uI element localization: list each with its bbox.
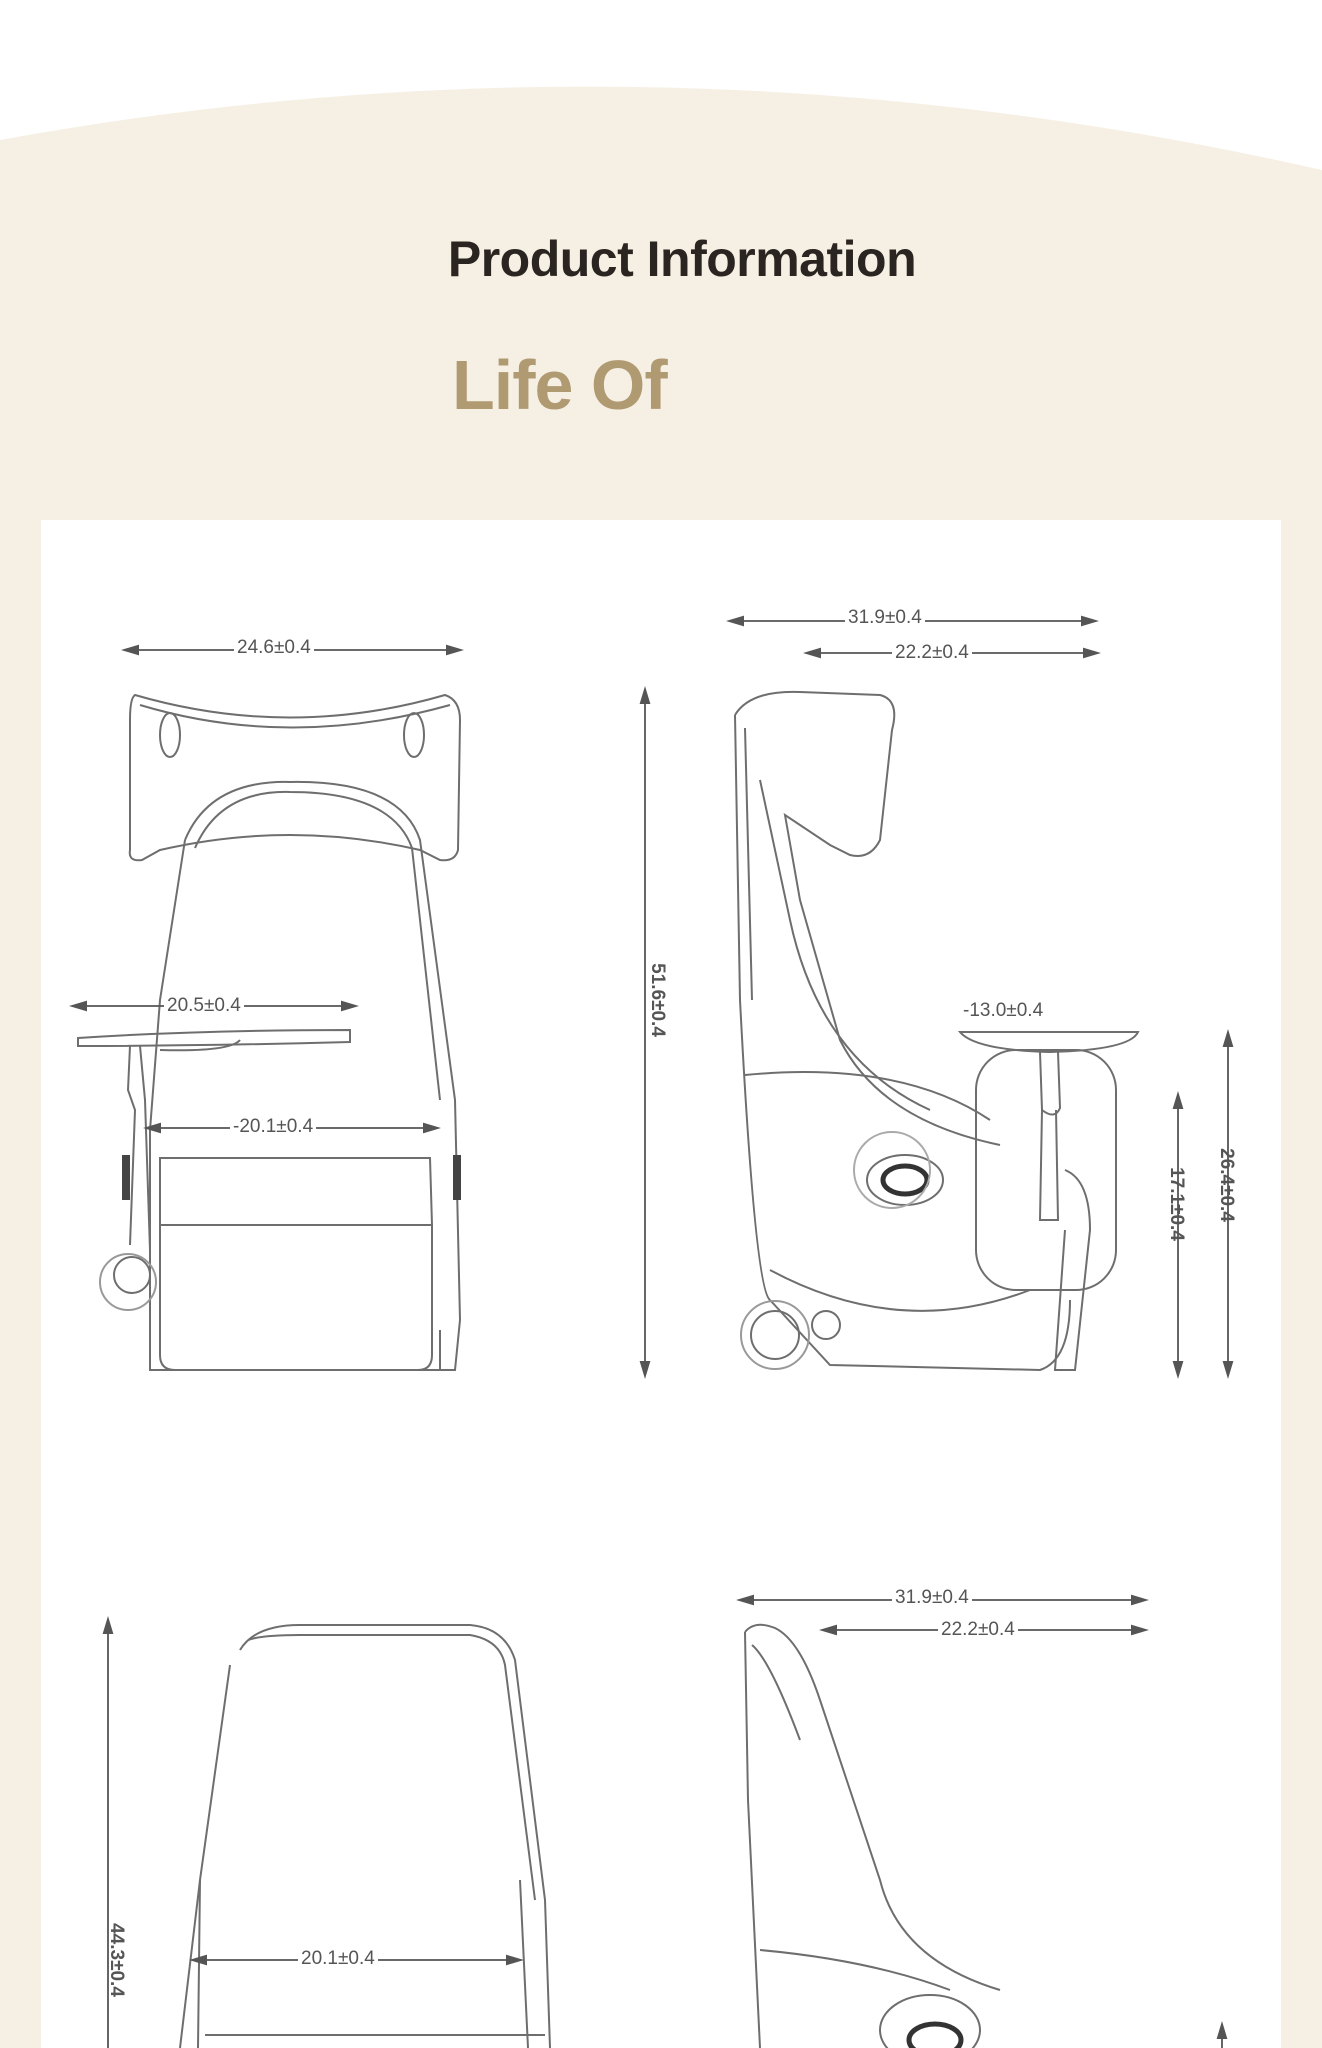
side-view xyxy=(735,621,1228,1370)
dim-front-tray-width: 20.5±0.4 xyxy=(164,996,244,1016)
dim-lower-height: 44.3±0.4 xyxy=(105,1923,127,1997)
dim-side-tray: -13.0±0.4 xyxy=(960,1001,1046,1021)
dim-side-tray-height: 26.4±0.4 xyxy=(1215,1148,1237,1222)
dim-lower-side-depth-outer: 31.9±0.4 xyxy=(892,1588,972,1608)
dim-total-height: 51.6±0.4 xyxy=(646,963,668,1037)
dim-side-seat-height: 17.1±0.4 xyxy=(1165,1167,1187,1241)
dim-lower-side-depth-inner: 22.2±0.4 xyxy=(938,1620,1018,1640)
dim-front-seat-width: -20.1±0.4 xyxy=(230,1117,316,1137)
page-subtitle: Life Of xyxy=(452,346,667,424)
dim-front-top-width: 24.6±0.4 xyxy=(234,638,314,658)
page-title: Product Information xyxy=(447,231,917,287)
lower-side-view xyxy=(745,1600,1222,2048)
lower-front-view xyxy=(105,1625,550,2048)
dim-side-depth-inner: 22.2±0.4 xyxy=(892,643,972,663)
dim-side-depth-outer: 31.9±0.4 xyxy=(845,608,925,628)
dim-lower-seat-width: 20.1±0.4 xyxy=(298,1949,378,1969)
